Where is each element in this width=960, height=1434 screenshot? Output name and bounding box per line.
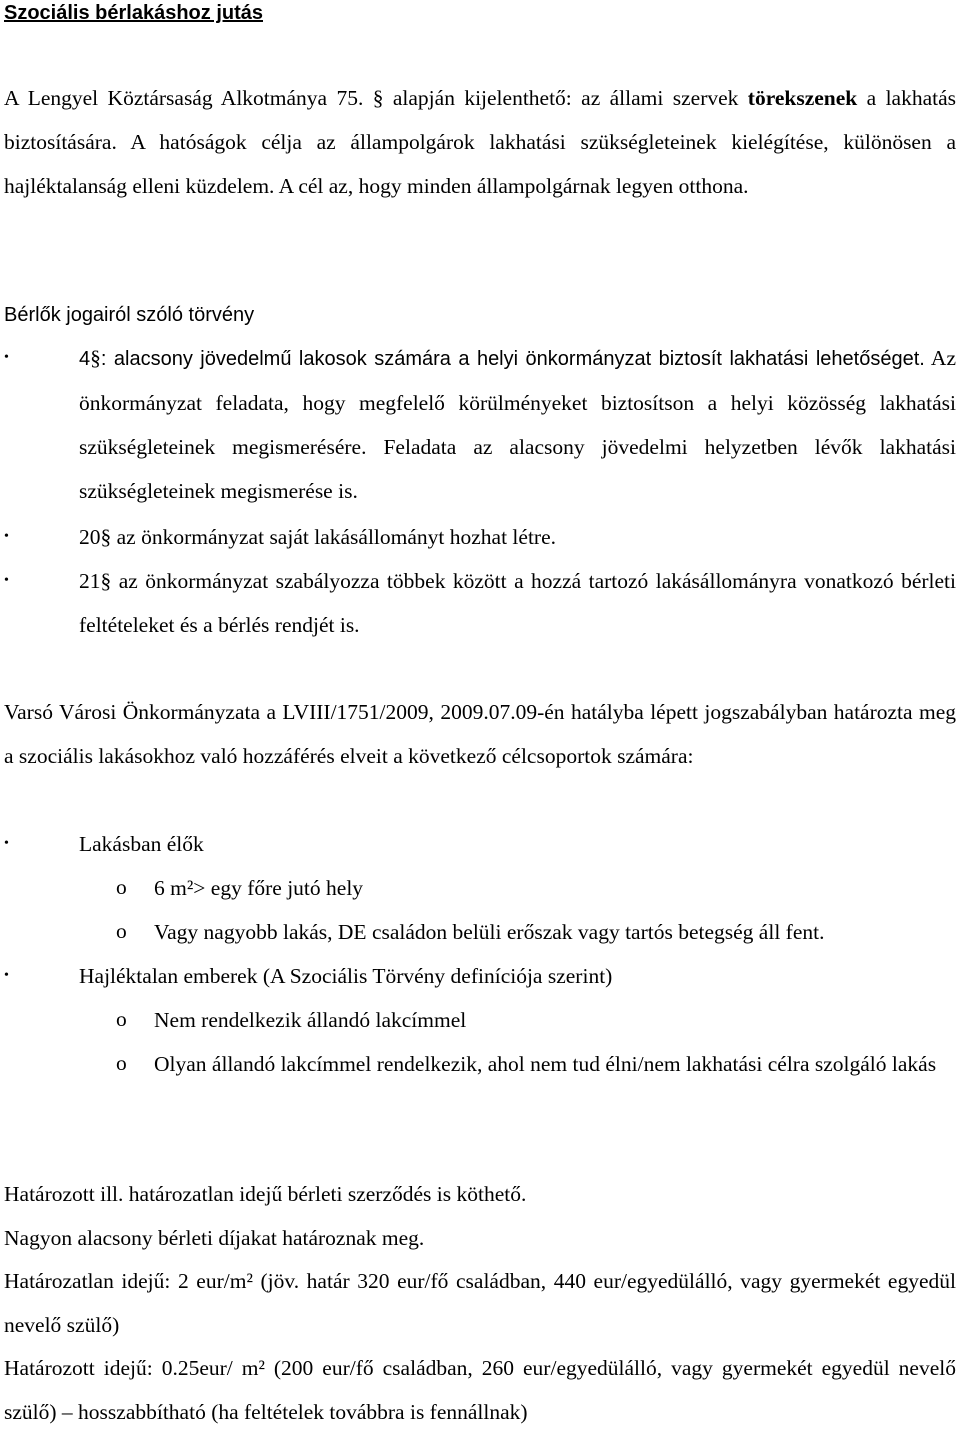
sub-bullet-icon: o	[116, 875, 127, 899]
sub-bullet-icon: o	[116, 919, 127, 943]
warsaw-paragraph: Varsó Városi Önkormányzata a LVIII/1751/2009, 2009.07.09-én hatályba lépett jogszabályban határozta meg a szociális lakásokhoz való hozzáférés elveit a következő célcsoportok számára:	[4, 700, 956, 768]
sub-bullet-icon: o	[116, 1051, 127, 1075]
law-item-number: 20	[79, 525, 101, 549]
law-item-text	[79, 559, 956, 647]
bullet-icon: •	[4, 529, 9, 544]
law-item-text	[79, 336, 956, 513]
closing-line: Határozott ill. határozatlan idejű bérleti szerződés is köthető.	[4, 1182, 527, 1206]
bullet-icon: •	[4, 350, 9, 365]
law-item-body: az önkormányzat saját lakásállományt hozhat létre.	[111, 525, 556, 549]
intro-text-1: A Lengyel Köztársaság Alkotmánya 75.	[4, 86, 364, 110]
section-sign: §	[372, 86, 384, 110]
intro-text-3: a lakhatás biztosítására. A hatóságok célja az állampolgárok lakhatási szükségleteinek kielégítése, különösen a hajléktalanság elleni küzdelem. A cél az, hogy minden állampolgárnak legyen otthona.	[4, 86, 957, 198]
sub-bullet-icon: o	[116, 1007, 127, 1031]
bullet-icon: •	[4, 836, 9, 851]
section-sign: §	[90, 346, 101, 370]
law-item-body: az önkormányzat szabályozza többek között a hozzá tartozó lakásállományra vonatkozó bérleti feltételeket és a bérlés rendjét is.	[79, 569, 956, 637]
law-heading: Bérlők jogairól szóló törvény	[4, 304, 255, 326]
intro-text-2: alapján kijelenthető: az állami szervek	[383, 86, 748, 110]
law-item-number: 21	[79, 569, 101, 593]
section-sign: §	[100, 569, 112, 593]
law-item-number: 4	[79, 348, 91, 370]
intro-bold: törekszenek	[747, 86, 858, 110]
rent-definite: Határozott idejű: 0.25eur/ m² (200 eur/fő családban, 260 eur/egyedülálló, vagy gyermekét egyedül nevelő szülő) – hosszabbítható (ha feltételek továbbra is fennállnak)	[4, 1356, 956, 1424]
target-group-label: Hajléktalan emberek (A Szociális Törvény definíciója szerint)	[79, 964, 613, 988]
target-subgroup-text: 6 m²> egy főre jutó hely	[154, 876, 364, 900]
bullet-icon: •	[4, 968, 9, 983]
target-group-label: Lakásban élők	[79, 832, 204, 856]
target-subgroup-text: Olyan állandó lakcímmel rendelkezik, ahol nem tud élni/nem lakhatási célra szolgáló lakás	[154, 1052, 937, 1076]
section-sign: §	[100, 525, 112, 549]
intro-paragraph	[4, 76, 956, 208]
closing-line: Nagyon alacsony bérleti díjakat határoznak meg.	[4, 1226, 425, 1250]
target-subgroup-text: Nem rendelkezik állandó lakcímmel	[154, 1008, 467, 1032]
document-title: Szociális bérlakáshoz jutás	[4, 2, 263, 24]
law-item-body: Az önkormányzat feladata, hogy megfelelő körülményeket biztosítson a helyi közösség lakhatási szükségleteinek megismerésére. Feladata az alacsony jövedelmi helyzetben lévők lakhatási szükségleteinek megismerése is.	[79, 346, 956, 503]
target-subgroup-text: Vagy nagyobb lakás, DE családon belüli erőszak vagy tartós betegség áll fent.	[154, 920, 825, 944]
law-item-sans-text: : alacsony jövedelmű lakosok számára a helyi önkormányzat biztosít lakhatási lehetőséget.	[100, 348, 925, 370]
bullet-icon: •	[4, 573, 9, 588]
rent-indefinite: Határozatlan idejű: 2 eur/m² (jöv. határ 320 eur/fő családban, 440 eur/egyedülálló, vagy gyermekét egyedül nevelő szülő)	[4, 1269, 956, 1337]
law-item-text	[79, 515, 956, 559]
